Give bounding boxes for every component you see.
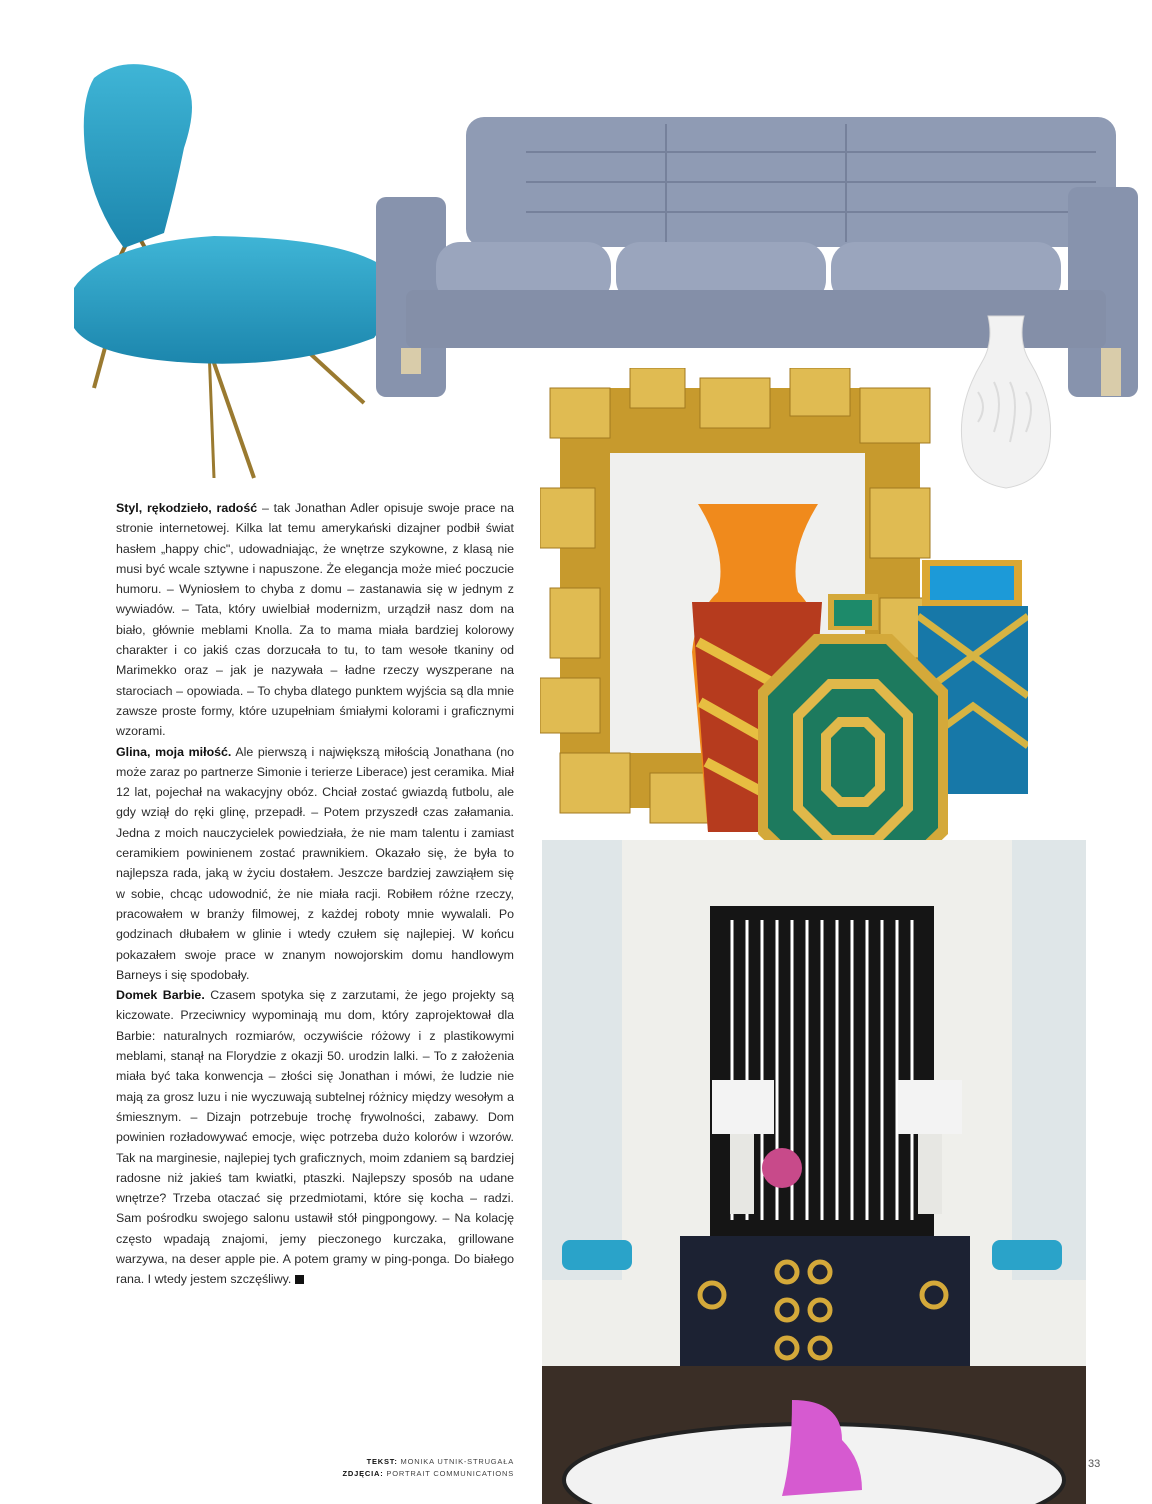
text-style: – tak Jonathan Adler opisuje swoje prace na stronie internetowej. Kilka lat temu amerykański dizajner podbił świat hasłem „happy chic", udowadniając, że wnętrze szykowne, z klasą nie musi być wcale sztywne i napuszone. Że elegancja może mieć poczucie humoru. – Wyniosłem to chyba z domu – zastanawia się w jednym z wywiadów. – Tata, który uwielbiał modernizm, urządził nasz dom na biało, głównie meblami Knolla. Za to mama miała bardziej kolorowy charakter i co jakiś czas dorzucała to tu, to tam wesołe tkaniny od Marimekko oraz – jak je nazywała – ładne rzeczy wyszperane na starociach – opowiada. – To chyba dlatego punktem wyjścia są dla mnie zawsze proste formy, które uzupełniam śmiałymi kolorami i graficznymi wzorami. [116,501,514,739]
white-vase-photo [958,312,1054,490]
text-clay: Ale pierwszą i największą miłością Jonathana (no może zaraz po partnerze Simonie i terierze Liberace) jest ceramika. Miał 12 lat, pojechał na wakacyjny obóz. Chciał zostać gwiazdą futbolu, ale gdy wziął do ręki glinę, przepadł. – Potem przyszedł czas załamania. Jedna z moich nauczycielek powiedziała, że nie mam talentu i zamiast ceramikiem powinienem zostać prawnikiem. Okazało się, że była to najlepsza rada, jaką w życiu dostałem. Jeszcze bardziej zawziąłem się w sobie, chcąc udowodnić, że nie miała racji. Robiłem różne rzeczy, pracowałem w branży filmowej, z każdej roboty mnie wywalali. Po godzinach dłubałem w glinie i wtedy czułem się najlepiej. W końcu pokazałem swoje prace w znanym nowojorskim domu handlowym Barneys i się spodobały. [116,744,515,982]
credits [343,1456,514,1480]
credit-photo-label: ZDJĘCIA: [342,1469,384,1478]
chair-photo [64,58,394,488]
paragraph-barbie [116,985,514,1289]
text-barbie: Czasem spotyka się z zarzutami, że jego projekty są kiczowate. Przeciwnicy wypominają mu dom, który zaprojektował dla Barbie: naturalnych rozmiarów, oczywiście różowy i z plastikowymi meblami, stanął na Florydzie z okazji 50. urodzin lalki. – To z założenia miała być taka konwencja – złości się Jonathan i mówi, że ludzie nie mają za grosz luzu i nie wyczuwają subtelnej różnicy między wesołym a śmiesznym. – Dizajn potrzebuje trochę frywolności, zabawy. Dom powinien rozładowywać emocje, więc potrzeba dużo kolorów i wzorów. Tak na marginesie, najlepiej tych graficznych, moim zdaniem są bardziej radosne niż jakieś tam kwiatki, ptaszki. Najlepszy sposób na udane wnętrze? Trzeba otaczać się przedmiotami, które się kocha – radzi. Sam pośrodku swojego salonu ustawił stół pingpongowy. – Na kolację często wpadają znajomi, jemy pieczonego kurczaka, grillowane warzywa, na deser apple pie. A potem gramy w ping-ponga. Do białego rana. I wtedy jestem szczęśliwy. [116,988,515,1287]
credit-text [343,1456,514,1468]
credit-photo-author: PORTRAIT COMMUNICATIONS [386,1469,514,1478]
end-mark [295,1275,304,1284]
paragraph-clay [116,742,514,986]
paragraph-style [116,498,514,742]
credit-photo [343,1468,514,1480]
lead-clay: Glina, moja miłość. [116,744,232,759]
interior-photo [542,840,1086,1504]
credit-text-author: MONIKA UTNIK-STRUGAŁA [400,1457,514,1466]
lead-barbie: Domek Barbie. [116,988,205,1003]
lead-style: Styl, rękodzieło, radość [116,501,258,515]
credit-text-label: TEKST: [366,1457,398,1466]
article-body [116,498,514,1290]
page-number: 33 [1088,1458,1101,1470]
